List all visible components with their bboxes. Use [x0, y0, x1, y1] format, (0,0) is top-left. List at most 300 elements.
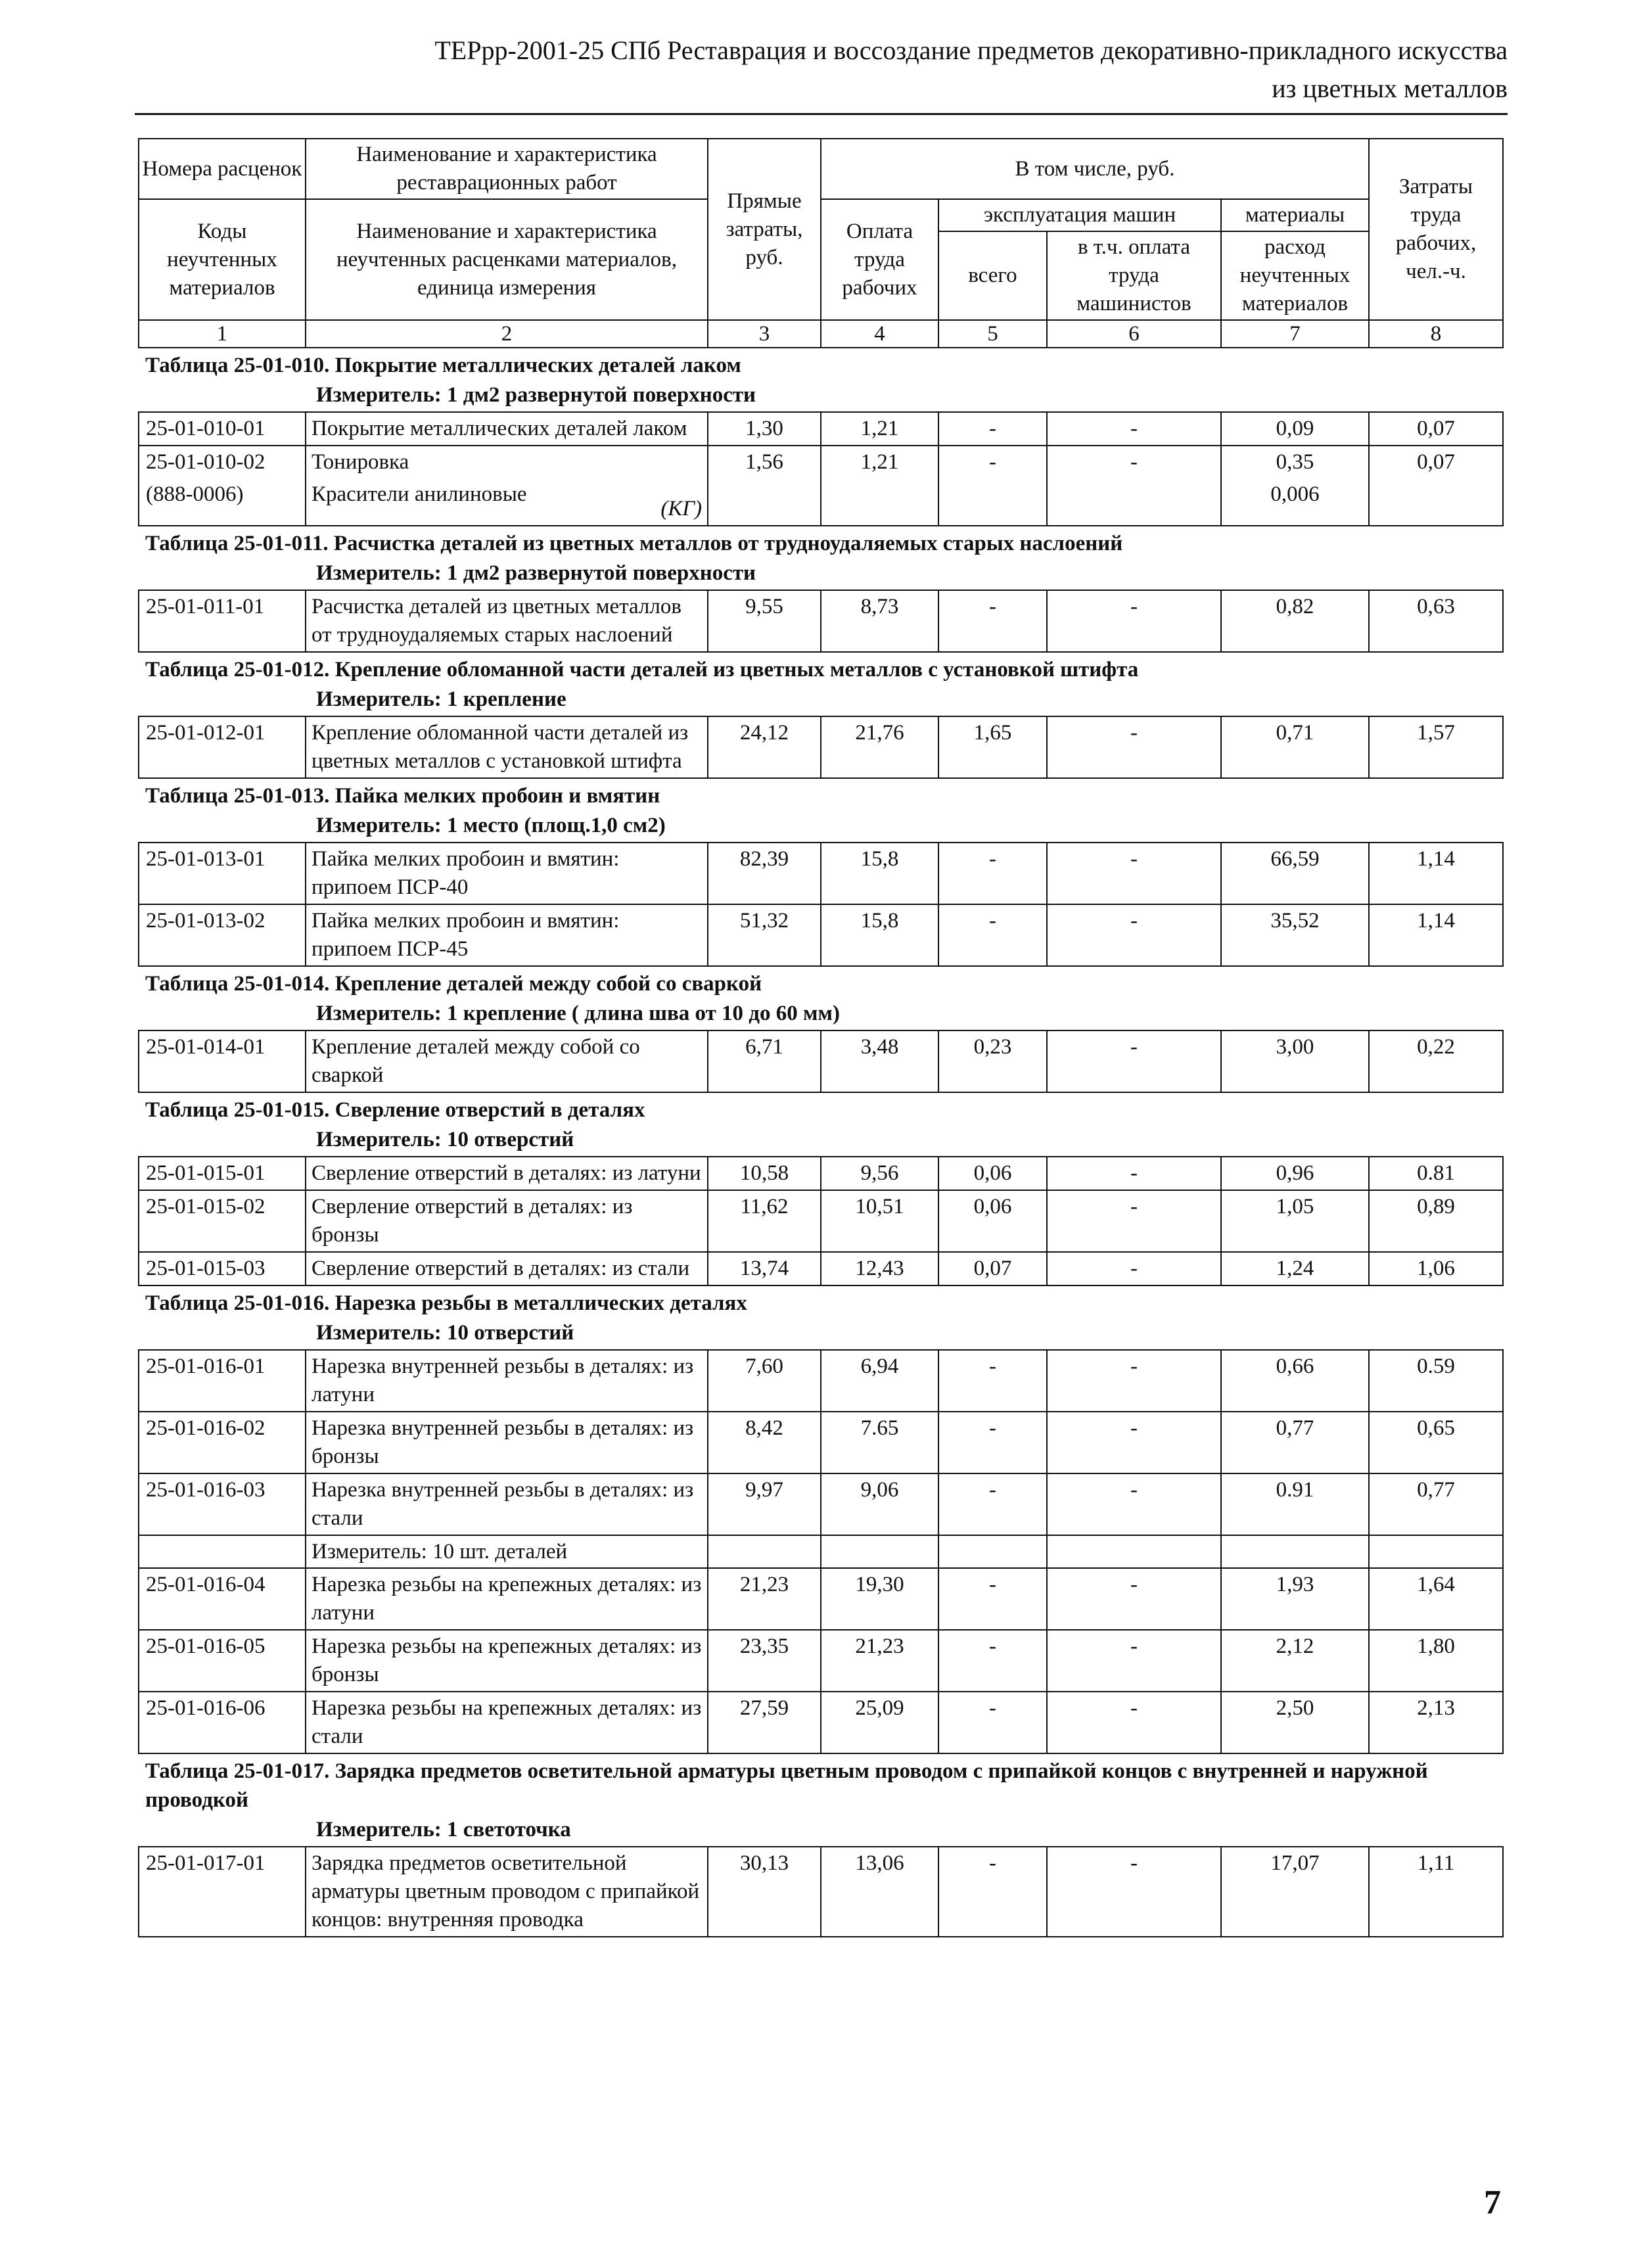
direct-costs-cell — [708, 1350, 821, 1412]
rate-code-cell — [139, 1692, 306, 1753]
machines-total-value: - — [989, 417, 996, 440]
empty-cell — [1047, 1535, 1221, 1568]
labor-hours-value: 0,65 — [1417, 1416, 1455, 1440]
rate-code: 25-01-016-01 — [146, 1354, 265, 1378]
rate-code-cell — [139, 412, 306, 446]
rate-code: 25-01-013-01 — [146, 847, 265, 871]
materials-value: 0,35 — [1276, 450, 1314, 474]
section-measure: Измеритель: 1 светоточка — [316, 1818, 571, 1841]
direct-costs-cell — [708, 1473, 821, 1535]
table-row — [139, 716, 1503, 778]
direct-costs-value: 82,39 — [739, 847, 789, 871]
direct-costs-cell — [708, 412, 821, 446]
worker-pay-value: 25,09 — [855, 1696, 904, 1720]
materials-value: 3,00 — [1276, 1035, 1314, 1059]
materials-cell — [1221, 1412, 1369, 1473]
worker-pay-value: 12,43 — [855, 1257, 904, 1280]
labor-hours-value: 1,14 — [1417, 909, 1455, 933]
machines-total-value: 0,06 — [973, 1161, 1012, 1185]
col-header-including: В том числе, руб. — [821, 139, 1369, 199]
work-name: Пайка мелких пробоин и вмятин: припоем ПСР-40 — [312, 847, 620, 899]
page-header — [131, 32, 1508, 108]
materials-value: 0,77 — [1276, 1416, 1314, 1440]
col-header-direct-costs: Прямые затраты, руб. — [708, 139, 821, 320]
labor-hours-value: 0.59 — [1417, 1354, 1455, 1378]
empty-cell — [139, 1535, 306, 1568]
materials-cell — [1221, 446, 1369, 526]
rate-code: 25-01-010-02 — [146, 450, 265, 474]
machinist-pay-cell — [1047, 1412, 1221, 1473]
work-name-cell — [306, 843, 708, 904]
machinist-pay-value: - — [1130, 909, 1138, 933]
materials-cell — [1221, 1157, 1369, 1190]
direct-costs-cell — [708, 904, 821, 966]
machines-total-value: 0,23 — [973, 1035, 1012, 1059]
machines-total-value: - — [989, 595, 996, 618]
machinist-pay-cell — [1047, 590, 1221, 652]
rate-code: 25-01-017-01 — [146, 1851, 265, 1875]
labor-hours-cell — [1369, 1630, 1503, 1692]
labor-hours-cell — [1369, 716, 1503, 778]
col-number: 4 — [821, 320, 938, 348]
work-name-cell — [306, 1190, 708, 1252]
machines-total-cell — [938, 1190, 1047, 1252]
machines-total-value: - — [989, 1573, 996, 1596]
col-number: 6 — [1047, 320, 1221, 348]
direct-costs-value: 6,71 — [745, 1035, 783, 1059]
direct-costs-value: 24,12 — [739, 721, 789, 745]
work-name-cell — [306, 1473, 708, 1535]
labor-hours-cell — [1369, 412, 1503, 446]
labor-hours-cell — [1369, 1847, 1503, 1937]
worker-pay-cell — [821, 1412, 938, 1473]
rate-code-cell — [139, 1630, 306, 1692]
machines-total-value: - — [989, 1696, 996, 1720]
labor-hours-cell — [1369, 1252, 1503, 1285]
work-name-cell — [306, 1030, 708, 1092]
section-title: Таблица 25-01-013. Пайка мелких пробоин и вмятин — [145, 784, 660, 808]
worker-pay-cell — [821, 1568, 938, 1630]
machinist-pay-cell — [1047, 1473, 1221, 1535]
rate-code: 25-01-016-02 — [146, 1416, 265, 1440]
machines-total-value: - — [989, 1478, 996, 1502]
material-unit: (КГ) — [660, 497, 702, 521]
rate-code: 25-01-015-03 — [146, 1257, 265, 1280]
machinist-pay-cell — [1047, 1350, 1221, 1412]
direct-costs-value: 8,42 — [745, 1416, 783, 1440]
labor-hours-value: 1,64 — [1417, 1573, 1455, 1596]
machines-total-cell — [938, 412, 1047, 446]
direct-costs-value: 21,23 — [739, 1573, 789, 1596]
col-header-rate-number: Номера расценок — [139, 139, 306, 199]
machinist-pay-value: - — [1130, 1354, 1138, 1378]
machines-total-value: 0,07 — [973, 1257, 1012, 1280]
section-measure: Измеритель: 1 крепление ( длина шва от 10 до 60 мм) — [316, 1002, 840, 1025]
section-measure: Измеритель: 1 место (площ.1,0 см2) — [316, 814, 666, 837]
section-title: Таблица 25-01-015. Сверление отверстий в деталях — [145, 1098, 645, 1122]
machines-total-cell — [938, 1568, 1047, 1630]
machinist-pay-value: - — [1130, 1696, 1138, 1720]
direct-costs-cell — [708, 446, 821, 526]
table-row — [139, 1252, 1503, 1285]
section-title: Таблица 25-01-016. Нарезка резьбы в металлических деталях — [145, 1291, 747, 1315]
labor-hours-cell — [1369, 1473, 1503, 1535]
work-name-cell — [306, 1412, 708, 1473]
work-name-cell — [306, 904, 708, 966]
direct-costs-cell — [708, 590, 821, 652]
machinist-pay-cell — [1047, 1252, 1221, 1285]
work-name-cell — [306, 1157, 708, 1190]
machinist-pay-value: - — [1130, 595, 1138, 618]
table-header — [139, 139, 1503, 348]
worker-pay-cell — [821, 904, 938, 966]
worker-pay-value: 21,23 — [855, 1634, 904, 1658]
rate-code: 25-01-011-01 — [146, 595, 265, 618]
labor-hours-value: 1,11 — [1417, 1851, 1455, 1875]
work-name: Сверление отверстий в деталях: из латуни — [312, 1161, 701, 1185]
header-rule — [135, 113, 1508, 115]
work-name: Нарезка внутренней резьбы в деталях: из латуни — [312, 1354, 694, 1406]
direct-costs-cell — [708, 716, 821, 778]
rate-code-cell — [139, 1190, 306, 1252]
machinist-pay-cell — [1047, 412, 1221, 446]
worker-pay-value: 7.65 — [860, 1416, 899, 1440]
machines-total-cell — [938, 1350, 1047, 1412]
col-header-worker-pay: Оплата труда рабочих — [821, 199, 938, 320]
work-name: Сверление отверстий в деталях: из бронзы — [312, 1195, 633, 1247]
machinist-pay-cell — [1047, 1692, 1221, 1753]
materials-cell — [1221, 904, 1369, 966]
machines-total-cell — [938, 1412, 1047, 1473]
worker-pay-value: 21,76 — [855, 721, 904, 745]
worker-pay-cell — [821, 1252, 938, 1285]
labor-hours-cell — [1369, 1568, 1503, 1630]
table-row — [139, 412, 1503, 446]
labor-hours-cell — [1369, 1030, 1503, 1092]
table-row — [139, 1030, 1503, 1092]
machinist-pay-cell — [1047, 716, 1221, 778]
worker-pay-value: 19,30 — [855, 1573, 904, 1596]
machinist-pay-value: - — [1130, 1634, 1138, 1658]
table-row — [139, 1350, 1503, 1412]
labor-hours-cell — [1369, 904, 1503, 966]
materials-value: 0,66 — [1276, 1354, 1314, 1378]
labor-hours-value: 1,06 — [1417, 1257, 1455, 1280]
worker-pay-value: 3,48 — [860, 1035, 899, 1059]
empty-cell — [1221, 1535, 1369, 1568]
materials-cell — [1221, 1847, 1369, 1937]
machinist-pay-value: - — [1130, 417, 1138, 440]
direct-costs-value: 27,59 — [739, 1696, 789, 1720]
table-row — [139, 1568, 1503, 1630]
worker-pay-cell — [821, 843, 938, 904]
worker-pay-cell — [821, 412, 938, 446]
materials-cell — [1221, 843, 1369, 904]
rate-code: 25-01-012-01 — [146, 721, 265, 745]
work-name-cell — [306, 412, 708, 446]
materials-cell — [1221, 1350, 1369, 1412]
direct-costs-cell — [708, 1252, 821, 1285]
empty-cell — [821, 1535, 938, 1568]
machines-total-cell — [938, 1157, 1047, 1190]
direct-costs-value: 51,32 — [739, 909, 789, 933]
materials-value: 0.91 — [1276, 1478, 1314, 1502]
machines-total-value: 0,06 — [973, 1195, 1012, 1218]
work-name: Крепление деталей между собой со сваркой — [312, 1035, 640, 1087]
col-header-material-codes: Коды неучтенных материалов — [139, 199, 306, 320]
section-measure: Измеритель: 1 дм2 развернутой поверхности — [316, 383, 756, 407]
worker-pay-cell — [821, 1350, 938, 1412]
work-name: Зарядка предметов осветительной арматуры цветным проводом с припайкой концов: внутренняя проводка — [312, 1851, 700, 1932]
rate-code-cell — [139, 1157, 306, 1190]
machinist-pay-value: - — [1130, 1573, 1138, 1596]
empty-cell — [708, 1535, 821, 1568]
machines-total-cell — [938, 1847, 1047, 1937]
worker-pay-cell — [821, 1847, 938, 1937]
rate-code: 25-01-013-02 — [146, 909, 265, 933]
machinist-pay-cell — [1047, 843, 1221, 904]
machines-total-cell — [938, 590, 1047, 652]
machinist-pay-value: - — [1130, 721, 1138, 745]
machines-total-cell — [938, 716, 1047, 778]
machines-total-value: - — [989, 450, 996, 474]
rate-code-cell — [139, 904, 306, 966]
work-name-cell — [306, 1630, 708, 1692]
empty-cell — [938, 1535, 1047, 1568]
labor-hours-value: 0,07 — [1417, 417, 1455, 440]
rate-code-cell — [139, 1847, 306, 1937]
page-number: 7 — [1484, 2184, 1501, 2221]
materials-cell — [1221, 1473, 1369, 1535]
direct-costs-value: 10,58 — [739, 1161, 789, 1185]
direct-costs-value: 13,74 — [739, 1257, 789, 1280]
direct-costs-cell — [708, 1630, 821, 1692]
machinist-pay-cell — [1047, 446, 1221, 526]
materials-cell — [1221, 1190, 1369, 1252]
machinist-pay-cell — [1047, 1847, 1221, 1937]
machinist-pay-cell — [1047, 1630, 1221, 1692]
work-name: Нарезка резьбы на крепежных деталях: из латуни — [312, 1573, 702, 1625]
machines-total-cell — [938, 1692, 1047, 1753]
machines-total-cell — [938, 843, 1047, 904]
machines-total-cell — [938, 1630, 1047, 1692]
direct-costs-value: 30,13 — [739, 1851, 789, 1875]
rate-code-cell — [139, 1568, 306, 1630]
direct-costs-value: 9,97 — [745, 1478, 783, 1502]
materials-value: 1,24 — [1276, 1257, 1314, 1280]
work-name: Нарезка резьбы на крепежных деталях: из стали — [312, 1696, 702, 1748]
worker-pay-value: 15,8 — [860, 847, 899, 871]
machinist-pay-value: - — [1130, 1257, 1138, 1280]
labor-hours-cell — [1369, 1190, 1503, 1252]
worker-pay-value: 10,51 — [855, 1195, 904, 1218]
rate-code-cell — [139, 590, 306, 652]
labor-hours-value: 0,77 — [1417, 1478, 1455, 1502]
worker-pay-value: 1,21 — [860, 450, 899, 474]
materials-cell — [1221, 1568, 1369, 1630]
materials-cell — [1221, 1630, 1369, 1692]
materials-cell — [1221, 1692, 1369, 1753]
worker-pay-cell — [821, 446, 938, 526]
col-header-material-names: Наименование и характеристика неучтенных расценками материалов, единица измерения — [306, 199, 708, 320]
table-body — [139, 348, 1503, 1937]
machinist-pay-value: - — [1130, 450, 1138, 474]
section-title: Таблица 25-01-011. Расчистка деталей из цветных металлов от трудноудаляемых старых наслоений — [145, 532, 1123, 555]
work-name: Покрытие металлических деталей лаком — [312, 417, 687, 440]
direct-costs-cell — [708, 1568, 821, 1630]
machinist-pay-cell — [1047, 1157, 1221, 1190]
direct-costs-value: 7,60 — [745, 1354, 783, 1378]
machinist-pay-cell — [1047, 1190, 1221, 1252]
work-name-cell — [306, 1350, 708, 1412]
labor-hours-value: 1,14 — [1417, 847, 1455, 871]
rate-code: 25-01-010-01 — [146, 417, 265, 440]
rate-code: 25-01-015-02 — [146, 1195, 265, 1218]
col-number: 8 — [1369, 320, 1503, 348]
direct-costs-value: 23,35 — [739, 1634, 789, 1658]
direct-costs-cell — [708, 1412, 821, 1473]
table-row — [139, 1412, 1503, 1473]
machinist-pay-value: - — [1130, 1195, 1138, 1218]
worker-pay-cell — [821, 1157, 938, 1190]
materials-cell — [1221, 716, 1369, 778]
rate-code: 25-01-016-03 — [146, 1478, 265, 1502]
work-name-cell — [306, 716, 708, 778]
labor-hours-cell — [1369, 1412, 1503, 1473]
work-name-cell — [306, 1692, 708, 1753]
section-title: Таблица 25-01-017. Зарядка предметов осветительной арматуры цветным проводом с припайкой концов с внутренней и наружной проводкой — [145, 1759, 1428, 1812]
direct-costs-cell — [708, 843, 821, 904]
table-row — [139, 843, 1503, 904]
table-row — [139, 904, 1503, 966]
machines-total-value: 1,65 — [973, 721, 1012, 745]
machines-total-value: - — [989, 1634, 996, 1658]
work-name: Расчистка деталей из цветных металлов от трудноудаляемых старых наслоений — [312, 595, 681, 647]
materials-value: 35,52 — [1270, 909, 1320, 933]
labor-hours-cell — [1369, 1157, 1503, 1190]
materials-value: 0,71 — [1276, 721, 1314, 745]
col-header-machines: эксплуатация машин — [938, 199, 1221, 231]
col-number: 5 — [938, 320, 1047, 348]
labor-hours-value: 0,22 — [1417, 1035, 1455, 1059]
worker-pay-value: 9,56 — [860, 1161, 899, 1185]
rate-code: 25-01-015-01 — [146, 1161, 265, 1185]
table-row — [139, 1847, 1503, 1937]
rate-code-cell — [139, 843, 306, 904]
materials-value: 66,59 — [1270, 847, 1320, 871]
machinist-pay-value: - — [1130, 1416, 1138, 1440]
work-name-cell — [306, 590, 708, 652]
machines-total-cell — [938, 904, 1047, 966]
labor-hours-cell — [1369, 1692, 1503, 1753]
work-name-cell — [306, 446, 708, 526]
work-name: Нарезка резьбы на крепежных деталях: из бронзы — [312, 1634, 702, 1686]
machinist-pay-cell — [1047, 1030, 1221, 1092]
col-header-work-name: Наименование и характеристика реставрационных работ — [306, 139, 708, 199]
rate-code-cell — [139, 1412, 306, 1473]
labor-hours-value: 0,07 — [1417, 450, 1455, 474]
col-number: 7 — [1221, 320, 1369, 348]
rate-code-cell — [139, 716, 306, 778]
header-line-1: ТЕРрр-2001-25 СПб Реставрация и воссоздание предметов декоративно-прикладного искусства — [434, 35, 1508, 65]
direct-costs-cell — [708, 1847, 821, 1937]
machines-total-value: - — [989, 1416, 996, 1440]
worker-pay-value: 1,21 — [860, 417, 899, 440]
materials-value: 1,05 — [1276, 1195, 1314, 1218]
materials-value: 1,93 — [1276, 1573, 1314, 1596]
material-consumption-value: 0,006 — [1270, 482, 1320, 506]
machinist-pay-value: - — [1130, 1851, 1138, 1875]
table-row — [139, 446, 1503, 526]
col-header-labor-hours: Затраты труда рабочих, чел.-ч. — [1369, 139, 1503, 320]
machines-total-value: - — [989, 1354, 996, 1378]
work-name-cell — [306, 1568, 708, 1630]
work-name: Сверление отверстий в деталях: из стали — [312, 1257, 690, 1280]
materials-value: 0,96 — [1276, 1161, 1314, 1185]
materials-cell — [1221, 1252, 1369, 1285]
machinist-pay-value: - — [1130, 847, 1138, 871]
labor-hours-cell — [1369, 1350, 1503, 1412]
worker-pay-cell — [821, 1190, 938, 1252]
col-header-machines-total: всего — [938, 231, 1047, 320]
materials-cell — [1221, 1030, 1369, 1092]
materials-value: 17,07 — [1270, 1851, 1320, 1875]
section-title: Таблица 25-01-012. Крепление обломанной части деталей из цветных металлов с установкой штифта — [145, 658, 1139, 682]
table-row — [139, 590, 1503, 652]
header-line-2: из цветных металлов — [1272, 74, 1508, 103]
section-title: Таблица 25-01-014. Крепление деталей между собой со сваркой — [145, 972, 762, 996]
machinist-pay-value: - — [1130, 1478, 1138, 1502]
table-row — [139, 1473, 1503, 1535]
direct-costs-value: 1,56 — [745, 450, 783, 474]
direct-costs-cell — [708, 1157, 821, 1190]
materials-cell — [1221, 412, 1369, 446]
machines-total-cell — [938, 1030, 1047, 1092]
section-measure: Измеритель: 1 дм2 развернутой поверхности — [316, 561, 756, 585]
rates-table — [138, 138, 1504, 1937]
material-name: Красители анилиновые — [312, 482, 527, 506]
machinist-pay-value: - — [1130, 1035, 1138, 1059]
machines-total-value: - — [989, 1851, 996, 1875]
col-number: 3 — [708, 320, 821, 348]
labor-hours-value: 0,89 — [1417, 1195, 1455, 1218]
worker-pay-value: 13,06 — [855, 1851, 904, 1875]
work-name: Нарезка внутренней резьбы в деталях: из бронзы — [312, 1416, 694, 1468]
col-number: 1 — [139, 320, 306, 348]
labor-hours-cell — [1369, 590, 1503, 652]
worker-pay-cell — [821, 1692, 938, 1753]
rate-code-cell — [139, 1252, 306, 1285]
machinist-pay-cell — [1047, 904, 1221, 966]
worker-pay-cell — [821, 716, 938, 778]
work-name-cell — [306, 1252, 708, 1285]
rate-code: 25-01-014-01 — [146, 1035, 265, 1059]
materials-value: 2,12 — [1276, 1634, 1314, 1658]
direct-costs-cell — [708, 1030, 821, 1092]
direct-costs-value: 9,55 — [745, 595, 783, 618]
table-row — [139, 1692, 1503, 1753]
machines-total-value: - — [989, 909, 996, 933]
rate-code-cell — [139, 1030, 306, 1092]
materials-value: 0,82 — [1276, 595, 1314, 618]
table-row — [139, 1535, 1503, 1568]
machines-total-cell — [938, 1473, 1047, 1535]
worker-pay-value: 9,06 — [860, 1478, 899, 1502]
rate-code: 25-01-016-04 — [146, 1573, 265, 1596]
rate-code-cell — [139, 1473, 306, 1535]
empty-cell — [1369, 1535, 1503, 1568]
material-code: (888-0006) — [146, 482, 244, 506]
